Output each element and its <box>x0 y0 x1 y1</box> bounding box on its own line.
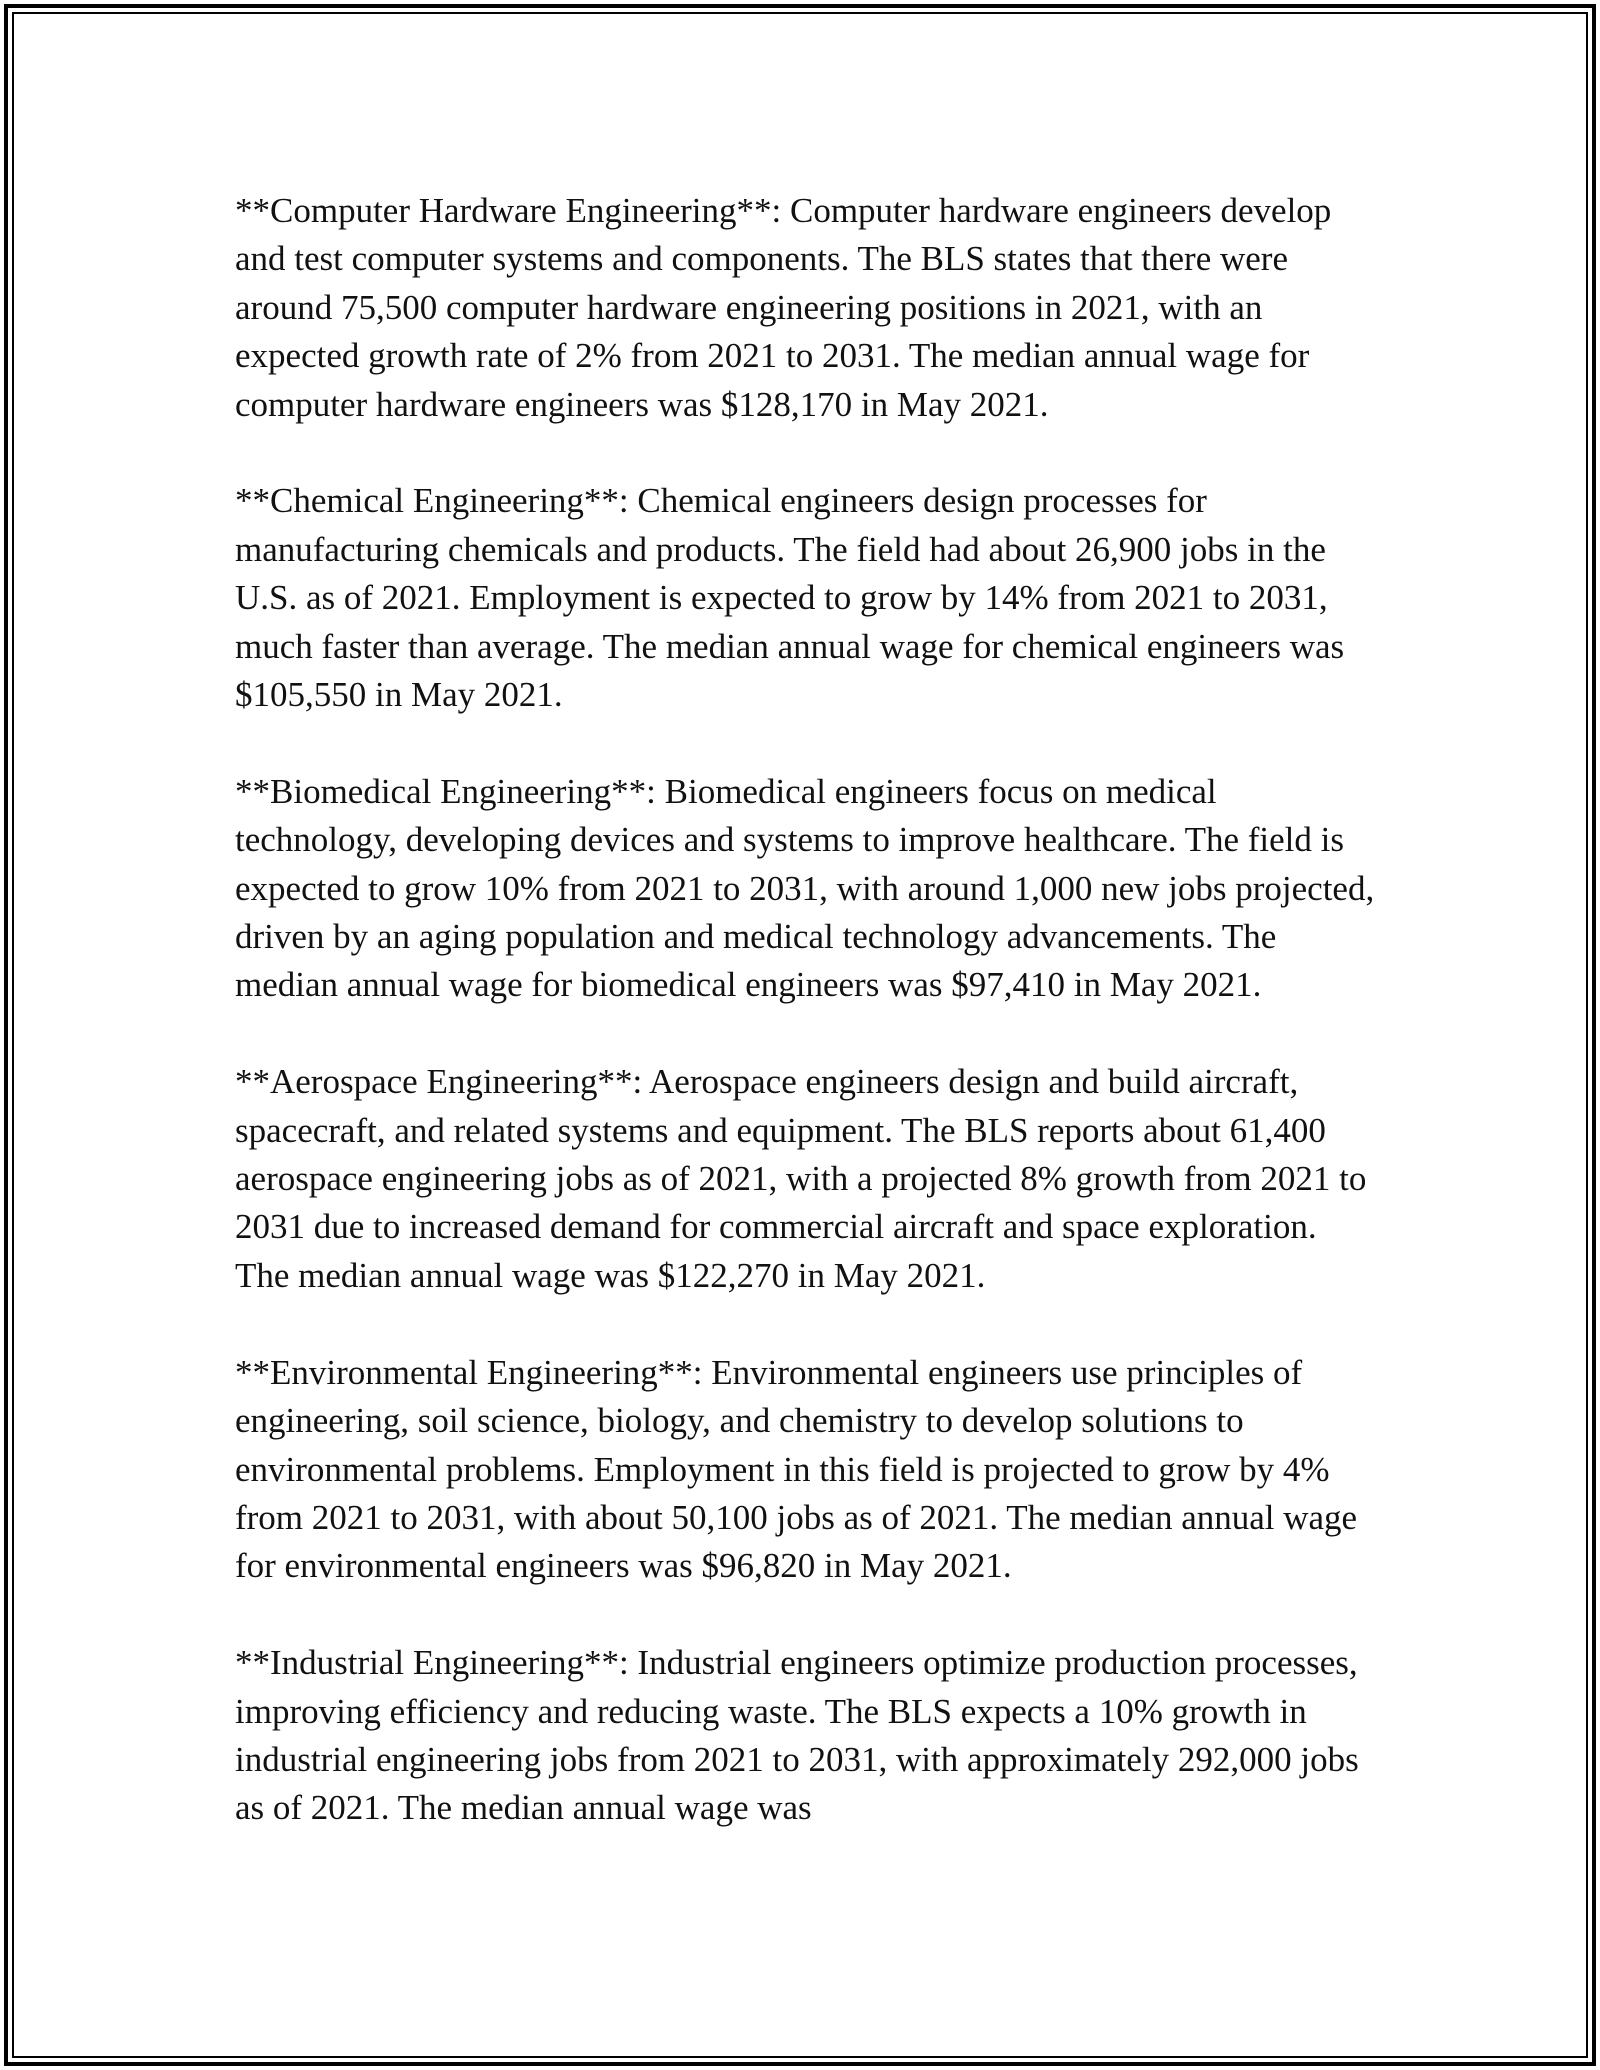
document-body <box>235 187 1375 1833</box>
paragraph-environmental-engineering: **Environmental Engineering**: Environmental engineers use principles of engineering, soil science, biology, and chemistry to develop solutions to environmental problems. Employment in this field is projected to grow by 4% from 2021 to 2031, with about 50,100 jobs as of 2021. The median annual wage for environmental engineers was $96,820 in May 2021. <box>235 1352 1358 1586</box>
paragraph-chemical-engineering: **Chemical Engineering**: Chemical engineers design processes for manufacturing chemicals and products. The field had about 26,900 jobs in the U.S. as of 2021. Employment is expected to grow by 14% from 2021 to 2031, much faster than average. The median annual wage for chemical engineers was $105,550 in May 2021. <box>235 481 1345 715</box>
paragraph-computer-hardware-engineering: **Computer Hardware Engineering**: Computer hardware engineers develop and test computer systems and components. The BLS states that there were around 75,500 computer hardware engineering positions in 2021, with an expected growth rate of 2% from 2021 to 2031. The median annual wage for computer hardware engineers was $128,170 in May 2021. <box>235 191 1332 424</box>
paragraph-aerospace-engineering: **Aerospace Engineering**: Aerospace engineers design and build aircraft, spacecraft, and related systems and equipment. The BLS reports about 61,400 aerospace engineering jobs as of 2021, with a projected 8% growth from 2021 to 2031 due to increased demand for commercial aircraft and space exploration. The median annual wage was $122,270 in May 2021. <box>235 1062 1367 1295</box>
paragraph-biomedical-engineering: **Biomedical Engineering**: Biomedical engineers focus on medical technology, developing devices and systems to improve healthcare. The field is expected to grow 10% from 2021 to 2031, with around 1,000 new jobs projected, driven by an aging population and medical technology advancements. The median annual wage for biomedical engineers was $97,410 in May 2021. <box>235 771 1375 1005</box>
paragraph-industrial-engineering: **Industrial Engineering**: Industrial engineers optimize production processes, improving efficiency and reducing waste. The BLS expects a 10% growth in industrial engineering jobs from 2021 to 2031, with approximately 292,000 jobs as of 2021. The median annual wage was <box>235 1643 1359 1828</box>
